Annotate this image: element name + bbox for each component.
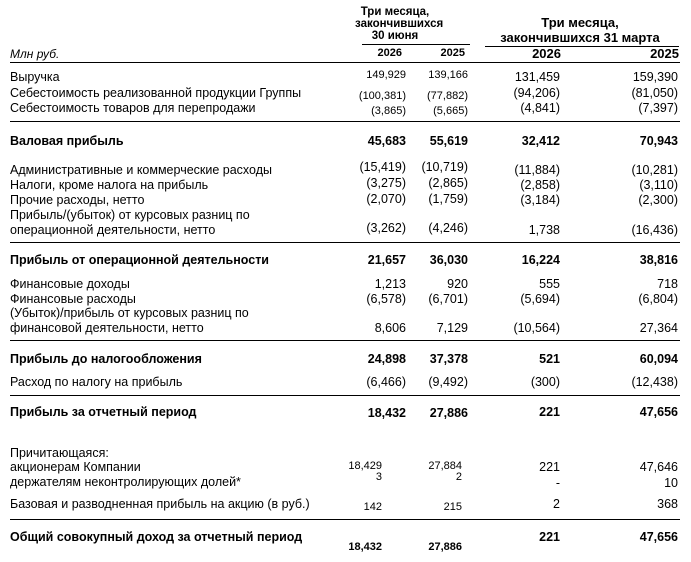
row-label-op-profit: Прибыль от операционной деятельности — [10, 253, 269, 267]
cell-op-profit-a: 21,657 — [367, 253, 406, 267]
unit-label: Млн руб. — [10, 47, 60, 61]
cell-eps-a: 142 — [363, 501, 382, 513]
cell-tci-d: 47,656 — [639, 530, 678, 544]
row-label-fx-op-2: операционной деятельности, нетто — [10, 223, 216, 237]
cell-revenue-c: 131,459 — [514, 70, 560, 84]
cell-fx-fin-c: (10,564) — [513, 321, 560, 335]
cell-fx-fin-a: 8,606 — [374, 321, 406, 335]
row-label-net: Прибыль за отчетный период — [10, 405, 197, 419]
header-q1 — [485, 15, 675, 45]
row-label-income-tax: Расход по налогу на прибыль — [10, 375, 183, 389]
cell-gross-a: 45,683 — [367, 134, 406, 148]
cell-net-d: 47,656 — [639, 405, 678, 419]
cell-fx-op-a: (3,262) — [366, 221, 406, 235]
cell-revenue-b: 139,166 — [428, 69, 468, 81]
cell-fin-exp-c: (5,694) — [520, 292, 560, 306]
cell-fx-op-b: (4,246) — [428, 221, 468, 235]
cell-tci-a: 18,432 — [348, 541, 382, 553]
cell-other-exp-d: (2,300) — [638, 193, 678, 207]
cell-income-tax-b: (9,492) — [428, 375, 468, 389]
cell-pbt-d: 60,094 — [639, 352, 678, 366]
cell-pbt-c: 521 — [539, 352, 560, 366]
cell-tci-b: 27,886 — [428, 541, 462, 553]
cell-revenue-d: 159,390 — [632, 70, 678, 84]
year-q1-2025: 2025 — [650, 46, 679, 61]
cell-nci-a: 3 — [375, 471, 382, 483]
cell-fx-fin-b: 7,129 — [436, 321, 468, 335]
rule-tci — [10, 519, 680, 520]
cell-fx-fin-d: 27,364 — [639, 321, 678, 335]
rule-pbt — [10, 340, 680, 341]
row-label-cogs: Себестоимость реализованной продукции Группы — [10, 86, 302, 100]
cell-shareholders-d: 47,646 — [639, 460, 678, 474]
header-q2-rule — [362, 44, 470, 45]
cell-nci-b: 2 — [455, 471, 462, 483]
row-label-pbt: Прибыль до налогообложения — [10, 352, 202, 366]
rule-gross — [10, 121, 680, 122]
cell-eps-d: 368 — [657, 497, 678, 511]
cell-sga-c: (11,884) — [514, 163, 560, 177]
cell-fin-exp-d: (6,804) — [638, 292, 678, 306]
cell-income-tax-d: (12,438) — [631, 375, 678, 389]
header-q1-line1: Три месяца, — [541, 15, 619, 30]
cell-cogs-d: (81,050) — [631, 86, 678, 100]
row-label-tci: Общий совокупный доход за отчетный период — [10, 530, 303, 544]
rule-op-profit — [10, 242, 680, 243]
cell-fin-exp-a: (6,578) — [366, 292, 406, 306]
cell-shareholders-b: 27,884 — [428, 460, 462, 472]
row-label-fx-fin-2: финансовой деятельности, нетто — [10, 321, 204, 335]
cell-fx-op-c: 1,738 — [528, 223, 560, 237]
cell-income-tax-a: (6,466) — [366, 375, 406, 389]
row-label-attributable: Причитающаяся: — [10, 446, 109, 460]
cell-fin-income-c: 555 — [539, 277, 560, 291]
row-label-eps: Базовая и разводненная прибыль на акцию (в руб.) — [10, 497, 310, 511]
row-label-sga: Административные и коммерческие расходы — [10, 163, 272, 177]
cell-sga-d: (10,281) — [631, 163, 678, 177]
header-q2 — [355, 6, 444, 42]
cell-fin-income-b: 920 — [447, 277, 468, 291]
header-q2-line3: 30 июня — [371, 30, 419, 42]
cell-eps-c: 2 — [553, 497, 560, 511]
cell-income-tax-c: (300) — [530, 375, 560, 389]
cell-cogs-resale-b: (5,665) — [433, 105, 468, 117]
row-label-fin-exp: Финансовые расходы — [10, 292, 136, 306]
cell-net-a: 18,432 — [367, 406, 406, 420]
cell-cogs-resale-c: (4,841) — [520, 101, 560, 115]
cell-taxes-other-a: (3,275) — [366, 176, 406, 190]
header-q1-line2: закончившихся 31 марта — [500, 30, 660, 45]
cell-pbt-b: 37,378 — [429, 352, 468, 366]
header-q2-line2: закончившихся — [355, 18, 444, 30]
cell-fin-income-d: 718 — [657, 277, 678, 291]
row-label-fx-op-1: Прибыль/(убыток) от курсовых разниц по — [10, 208, 250, 222]
cell-sga-a: (15,419) — [359, 160, 406, 174]
cell-gross-c: 32,412 — [521, 134, 560, 148]
cell-net-b: 27,886 — [429, 406, 468, 420]
cell-taxes-other-d: (3,110) — [639, 178, 678, 192]
row-label-revenue: Выручка — [10, 70, 60, 84]
year-q2-2025: 2025 — [440, 47, 465, 59]
row-label-fin-income: Финансовые доходы — [10, 277, 130, 291]
cell-cogs-c: (94,206) — [513, 86, 560, 100]
year-q2-2026: 2026 — [377, 47, 402, 59]
row-label-nci: держателям неконтролирующих долей* — [10, 475, 241, 489]
cell-other-exp-b: (1,759) — [428, 192, 468, 206]
cell-pbt-a: 24,898 — [367, 352, 406, 366]
cell-nci-d: 10 — [664, 476, 678, 490]
row-label-other-exp: Прочие расходы, нетто — [10, 193, 145, 207]
cell-gross-d: 70,943 — [639, 134, 678, 148]
row-label-taxes-other: Налоги, кроме налога на прибыль — [10, 178, 209, 192]
cell-eps-b: 215 — [443, 501, 462, 513]
rule-net — [10, 395, 680, 396]
cell-revenue-a: 149,929 — [366, 69, 406, 81]
cell-op-profit-d: 38,816 — [639, 253, 678, 267]
row-label-fx-fin-1: (Убыток)/прибыль от курсовых разниц по — [10, 306, 249, 320]
row-label-cogs-resale: Себестоимость товаров для перепродажи — [10, 101, 256, 115]
year-q1-2026: 2026 — [532, 46, 561, 61]
cell-gross-b: 55,619 — [429, 134, 468, 148]
cell-net-c: 221 — [539, 405, 560, 419]
cell-op-profit-c: 16,224 — [521, 253, 560, 267]
cell-tci-c: 221 — [539, 530, 560, 544]
cell-nci-c: - — [555, 476, 560, 490]
cell-shareholders-c: 221 — [539, 460, 560, 474]
cell-sga-b: (10,719) — [421, 160, 468, 174]
cell-fx-op-d: (16,436) — [631, 223, 678, 237]
cell-other-exp-c: (3,184) — [520, 193, 560, 207]
cell-cogs-a: (100,381) — [358, 90, 406, 102]
cell-taxes-other-b: (2,865) — [428, 176, 468, 190]
header-q2-line1: Три месяца, — [360, 6, 430, 18]
cell-op-profit-b: 36,030 — [429, 253, 468, 267]
cell-fin-income-a: 1,213 — [374, 277, 406, 291]
cell-cogs-b: (77,882) — [427, 90, 468, 102]
cell-shareholders-a: 18,429 — [348, 460, 382, 472]
header-bottom-rule — [10, 62, 680, 63]
row-label-gross: Валовая прибыль — [10, 134, 124, 148]
cell-other-exp-a: (2,070) — [366, 192, 406, 206]
row-label-shareholders: акционерам Компании — [10, 460, 141, 474]
cell-taxes-other-c: (2,858) — [520, 178, 560, 192]
cell-fin-exp-b: (6,701) — [428, 292, 468, 306]
cell-cogs-resale-d: (7,397) — [638, 101, 678, 115]
cell-cogs-resale-a: (3,865) — [371, 105, 406, 117]
